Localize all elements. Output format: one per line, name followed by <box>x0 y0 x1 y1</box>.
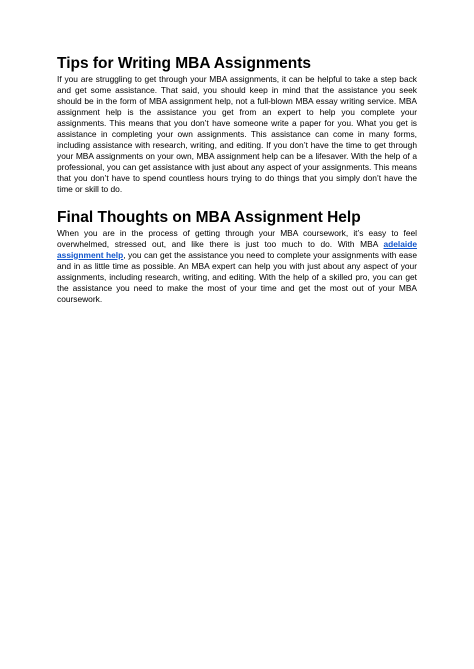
section-heading-tips: Tips for Writing MBA Assignments <box>57 55 312 72</box>
section-tips <box>57 54 417 196</box>
body-text-after-link: , you can get the assistance you need to complete your assignments with ease and in as little time as possible. An MBA expert can help you with just about any aspect of your assignments, including research, writing, and editing. With the help of a skilled pro, you can get the assistance you need to make the most of your time and get the most out of your MBA coursework. <box>57 249 417 304</box>
section-body-final-thoughts <box>57 228 417 305</box>
document-page <box>57 54 417 305</box>
section-body-tips: If you are struggling to get through your MBA assignments, it can be helpful to take a step back and get some assistance. That said, you should keep in mind that the assistance you seek should be in the form of MBA assignment help, not a full-blown MBA essay writing service. MBA assignment help is the assistance you get from an expert to help you complete your assignments. This means that you don’t have someone write a paper for you. What you get is assistance in completing your own assignments. This assistance can come in many forms, including assistance with research, writing, and editing. If you don’t have the time to get through your MBA assignments on your own, MBA assignment help can be a lifesaver. With the help of a professional, you can get assistance with just about any aspect of your assignments. This means that you don’t have to spend countless hours trying to do things that you simply don’t have the time or skill to do. <box>57 74 417 195</box>
adelaide-assignment-help-link[interactable]: adelaide assignment help <box>57 238 417 260</box>
body-text-before-link: When you are in the process of getting through your MBA coursework, it’s easy to feel overwhelmed, stressed out, and like there is just too much to do. With MBA <box>57 227 417 249</box>
section-heading-final-thoughts: Final Thoughts on MBA Assignment Help <box>57 208 361 226</box>
section-final-thoughts <box>57 208 417 305</box>
